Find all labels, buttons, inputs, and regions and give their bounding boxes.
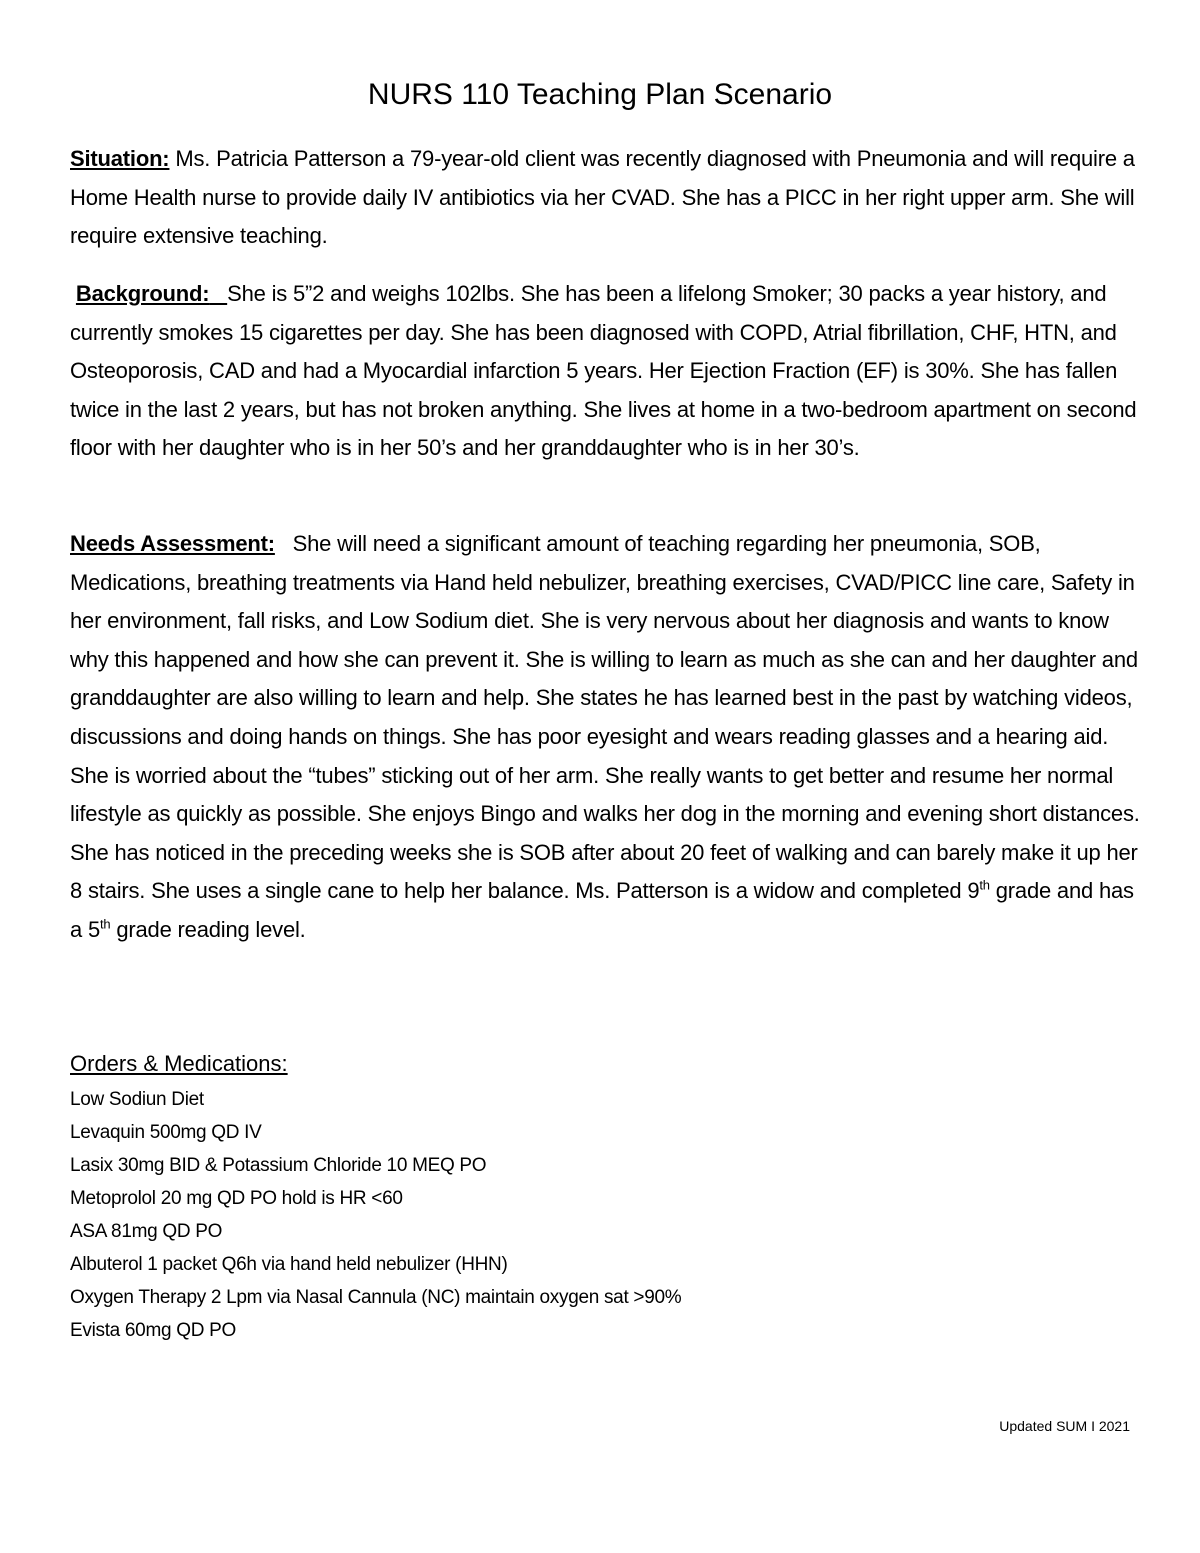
needs-text-part3: grade reading level. [110,916,306,942]
situation-text: Ms. Patricia Patterson a 79-year-old client was recently diagnosed with Pneumonia and will require a Home Health nurse to provide daily IV antibiotics via her CVAD. She has a PICC in her right upper arm. She will require extensive teaching. [70,146,1135,249]
order-item: Evista 60mg QD PO [70,1320,236,1341]
needs-assessment-paragraph [70,525,1140,950]
needs-assessment-label: Needs Assessment: [70,531,275,556]
situation-label: Situation: [70,146,170,171]
orders-heading: Orders & Medications: [70,1051,288,1076]
page-title: NURS 110 Teaching Plan Scenario [367,78,833,111]
needs-superscript-1: th [979,878,990,894]
background-text: She is 5”2 and weighs 102lbs. She has been a lifelong Smoker; 30 packs a year history, and currently smokes 15 cigarettes per day. She has been diagnosed with COPD, Atrial fibrillation, CHF, HTN, and Osteoporosis, CAD and had a Myocardial infarction 5 years. Her Ejection Fraction (EF) is 30%. She has fallen twice in the last 2 years, but has not broken anything. She lives at home in a two-bedroom apartment on second floor with her daughter who is in her 50’s and her granddaughter who is in her 30’s. [70,281,1137,461]
order-item: Levaquin 500mg QD IV [70,1122,262,1143]
order-item: Low Sodiun Diet [70,1089,204,1110]
needs-text-part1: She will need a significant amount of teaching regarding her pneumonia, SOB, Medications, breathing treatments via Hand held nebulizer, breathing exercises, CVAD/PICC line care, Safety in her environment, fall risks, and Low Sodium diet. She is very nervous about her diagnosis and wants to know why this happened and how she can prevent it. She is willing to learn as much as she can and her daughter and granddaughter are also willing to learn and help. She states he has learned best in the past by watching videos, discussions and doing hands on things. She has poor eyesight and wears reading glasses and a hearing aid. She is worried about the “tubes” sticking out of her arm. She really wants to get better and resume her normal lifestyle as quickly as possible. She enjoys Bingo and walks her dog in the morning and evening short distances. She has noticed in the preceding weeks she is SOB after about 20 feet of walking and can barely make it up her 8 stairs. She uses a single cane to help her balance. Ms. Patterson is a widow and completed 9 [70,531,1140,904]
needs-superscript-2: th [99,916,111,932]
footer-updated-note: Updated SUM I 2021 [999,1418,1130,1434]
situation-paragraph [70,140,1140,256]
order-item: Albuterol 1 packet Q6h via hand held nebulizer (HHN) [70,1254,508,1275]
order-item: Metoprolol 20 mg QD PO hold is HR <60 [70,1188,403,1209]
background-label: Background: [75,281,210,306]
order-item: Oxygen Therapy 2 Lpm via Nasal Cannula (NC) maintain oxygen sat >90% [70,1287,682,1308]
order-item: Lasix 30mg BID & Potassium Chloride 10 MEQ PO [70,1155,487,1176]
orders-list [70,1083,681,1347]
order-item: ASA 81mg QD PO [70,1221,223,1242]
background-paragraph [70,275,1140,468]
needs-text-part2: grade and has a 5 [70,878,1134,942]
